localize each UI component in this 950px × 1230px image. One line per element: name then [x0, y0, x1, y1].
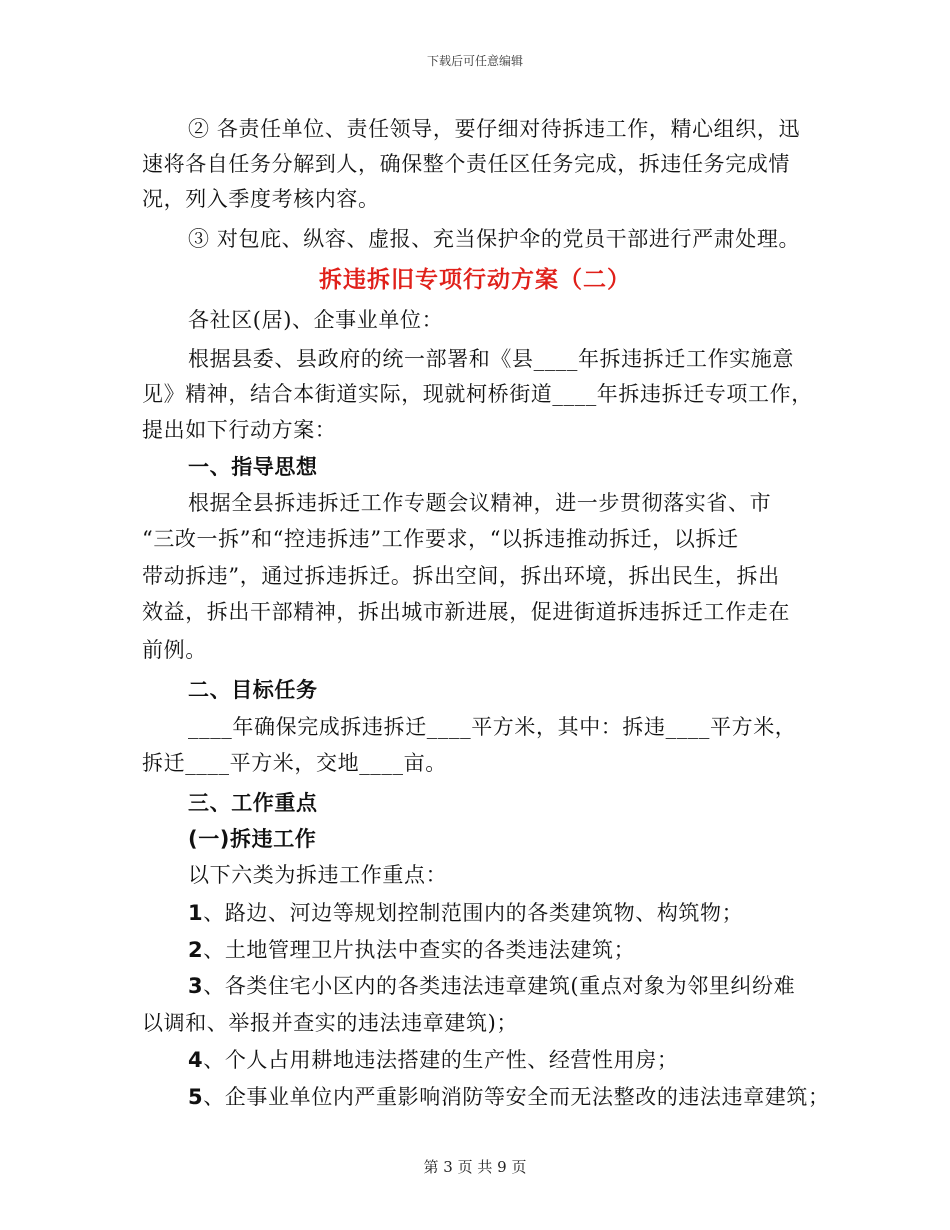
list-item: [188, 973, 802, 999]
heading-work-focus: 三、工作重点: [188, 791, 318, 815]
list-number: 3: [188, 974, 204, 998]
list-number: 4: [188, 1048, 204, 1072]
list-item-text: 、土地管理卫片执法中查实的各类违法建筑；: [203, 938, 636, 962]
subheading-demolition-work: (一)拆违工作: [188, 827, 317, 851]
page-footer: 第 3 页 共 9 页: [423, 1158, 527, 1176]
heading-target-tasks: 二、目标任务: [188, 678, 318, 702]
paragraph-line: 见》精神，结合本街道实际，现就柯桥街道____年拆违拆迁专项工作，: [142, 382, 813, 406]
paragraph-line: 提出如下行动方案：: [142, 418, 337, 442]
paragraph-line: 以调和、举报并查实的违法违章建筑)；: [142, 1011, 518, 1035]
paragraph-line: 况，列入季度考核内容。: [142, 187, 380, 211]
list-item-text: 、各类住宅小区内的各类违法违章建筑(重点对象为邻里纠纷难: [203, 974, 796, 998]
list-item-text: 、个人占用耕地违法搭建的生产性、经营性用房；: [203, 1048, 679, 1072]
list-item: [188, 1047, 802, 1073]
list-item: [188, 937, 802, 963]
list-item-text: 、路边、河边等规划控制范围内的各类建筑物、构筑物；: [203, 901, 744, 925]
list-item-text: 、企事业单位内严重影响消防等安全而无法整改的违法违章建筑；: [203, 1085, 830, 1109]
list-item: [188, 1084, 830, 1110]
paragraph-line: 前例。: [142, 638, 207, 662]
paragraph-line: ② 各责任单位、责任领导，要仔细对待拆违工作，精心组织，迅: [188, 117, 801, 141]
list-number: 2: [188, 938, 204, 962]
paragraph-line: 拆迁____平方米，交地____亩。: [142, 751, 447, 775]
paragraph-line: 速将各自任务分解到人，确保整个责任区任务完成，拆违任务完成情: [142, 152, 790, 176]
header-note: 下载后可任意编辑: [426, 54, 523, 68]
paragraph-line: ____年确保完成拆违拆迁____平方米，其中：拆违____平方米，: [188, 715, 797, 739]
paragraph-line: 根据县委、县政府的统一部署和《县____年拆违拆迁工作实施意: [188, 347, 794, 371]
list-number: 1: [188, 901, 204, 925]
paragraph-line: 以下六类为拆违工作重点：: [188, 863, 448, 887]
paragraph-line: 带动拆违”，通过拆违拆迁。拆出空间，拆出环境，拆出民生，拆出: [142, 564, 780, 588]
heading-guiding-ideology: 一、指导思想: [188, 455, 318, 479]
paragraph-line: ③ 对包庇、纵容、虚报、充当保护伞的党员干部进行严肃处理。: [188, 227, 801, 251]
paragraph-line: 各社区(居)、企事业单位：: [188, 308, 444, 332]
list-item: [188, 900, 802, 926]
paragraph-line: “三改一拆”和“控违拆违”工作要求，“以拆违推动拆迁，以拆迁: [142, 527, 739, 551]
section-title: 拆违拆旧专项行动方案（二）: [319, 267, 631, 293]
paragraph-line: 根据全县拆违拆迁工作专题会议精神，进一步贯彻落实省、市: [188, 491, 772, 515]
paragraph-line: 效益，拆出干部精神，拆出城市新进展，促进街道拆违拆迁工作走在: [142, 600, 790, 624]
list-number: 5: [188, 1085, 204, 1109]
